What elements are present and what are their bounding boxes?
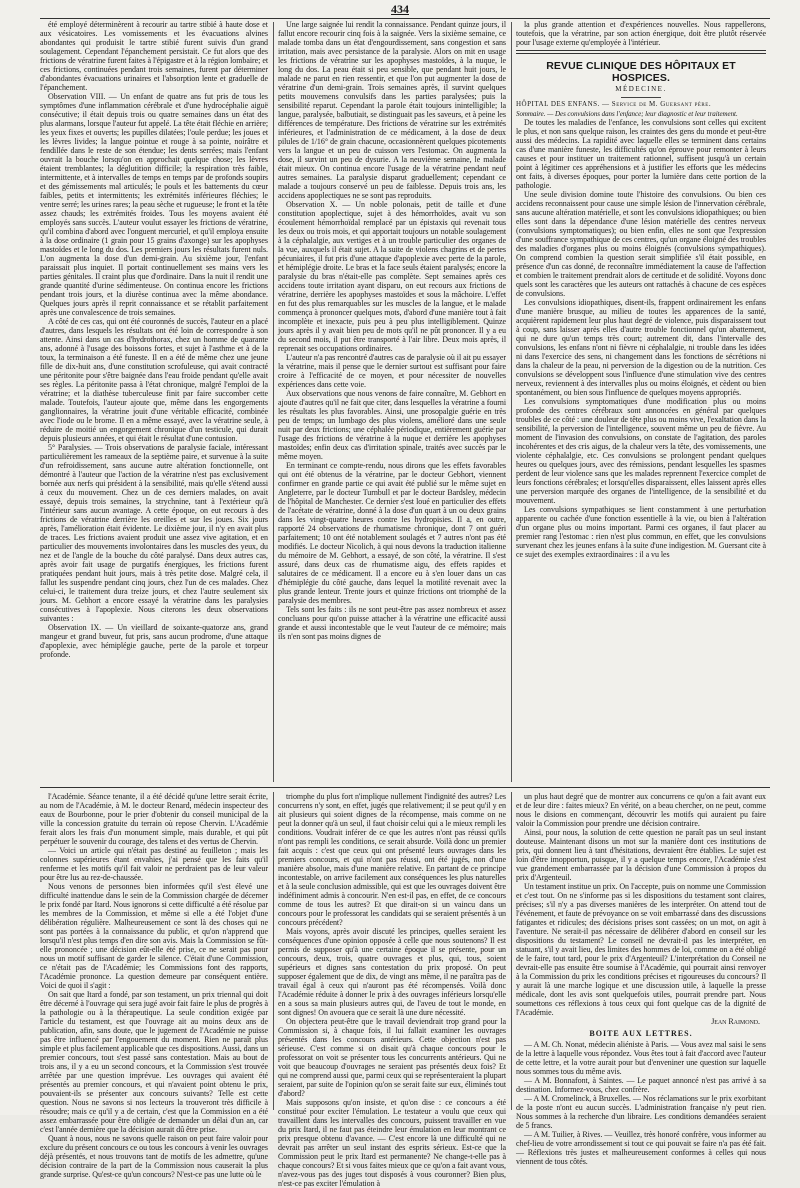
column-divider [511,22,512,782]
paragraph: Aux observations que nous venons de faire connaître, M. Gebhort en ajoute d'autres qu'il ne fait que citer, dans lesquelles la vératrine a fourni les résultats les plus favorables. Ainsi, une prosopalgie guérie en très peu de temps; un lumbago des plus violens, amélioré dans une seule nuit par deux frictions; une céphalée périodique, entièrement guérie par l'usage des frictions de vératrine à la nuque et derrière les apophyses mastoïdes; enfin deux cas d'irritation spinale, traités avec succès par le même moyen. [278,389,506,461]
paragraph: Une seule division domine toute l'histoire des convulsions. Ou bien ces accidens reconnaissent pour cause une simple lésion de l'innervation cérébrale, sans aucune altération matérielle, et sont les convulsions idiopathiques; ou bien elles sont dans la dépendance d'une lésion matérielle des centres nerveux (convulsions symptomatiques); ou bien enfin, elles ne sont que l'expression d'une souffrance sympathique de ces centres, qu'un organe éloigné des troubles des maladies d'organes plus ou moins éloignés (convulsions sympathiques). On comprend combien la question serait simplifiée s'il était possible, en présence d'un cas donné, de reconnaître immédiatement la cause de l'affection et combien le traitement prendrait alors de certitude et de solidité. Voyons donc quels sont les caractères que les auteurs ont rattachés à chacune de ces espèces de convulsions. [516,190,766,298]
section-rule [516,50,766,54]
paragraph: Ainsi, pour nous, la solution de cette question ne paraît pas un seul instant douteuse. Maintenant disons un mot sur la manière dont ces institutions de prix, qui donnent lieu à tant d'hésitations, devraient être établies. Le sujet est loin d'être imopportun, puisque, il y a quelque temps encore, l'Académie s'est vue grandement embarrassée par la décision d'une Commission à propos du prix d'Argenteuil. [516,828,766,882]
paragraph: En terminant ce compte-rendu, nous dirons que les effets favorables qui ont été obtenus de la vératrine, par le docteur Gebhort, viennent confirmer en grande partie ce qui avait été publié sur le même sujet en Angleterre, par le docteur Turnbull et par le docteur Bardsley, médecin de l'hôpital de Manchester. Ce dernier s'est loué en particulier des effets de l'acétate de vératrine, donné à la dose d'un quart à un ou deux grains dans les vingt-quatre heures contre les hydropisies. Il a, en outre, rapporté 24 observations de rhumatisme chronique, dont 7 ont guéri parfaitement; 10 ont été notablement soulagés et 7 autres n'ont pas été modifiés. Le docteur Nicolich, à qui nous devons la traduction italienne du mémoire de M. Gebhort, a essayé, de son côté, la vératrine. Il s'est assuré, dans deux cas de rhumatisme aigu, des effets rapides et salutaires de ce médicament. Il a encore eu à s'en louer dans un cas d'hémiplégie du côté gauche, dans lequel la motilité revenait avec la plus grande lenteur. Trente jours et quinze frictions ont triomphé de la paralysie des membres. [278,461,506,605]
page-number: 434 [391,2,409,16]
paragraph: Les convulsions idiopathiques, disent-ils, frappent ordinairement les enfans d'une manière brusque, au milieu de toutes les apparences de la santé, acquièrent rapidement leur plus haut degré de violence, puis disparaissent tout à coup, sans laisser après elles d'autre trouble fonctionnel qu'un abattement, qui ne dure qu'un temps très court; autrement dit, dans l'intervalle des convulsions, les enfans n'ont ni fièvre ni céphalalgie, ni trouble dans les idées ni dans l'exercice des sens, ni changement dans les fonctions de sécrétions ni dans la chaleur de la peau, ni perversion de la digestion ou de la nutrition. Ces convulsions se développent sous l'influence d'une stimulation vive des centres nerveux, reviennent à des intervalles plus ou moins éloignés, et cèdent ou bien spontanément, ou bien sous l'influence de quelques moyens appropriés. [516,298,766,397]
paragraph: On objectera peut-être que le travail deviendrait trop grand pour la Commission si, à chaque fois, il lui fallait examiner les ouvrages présentés dans les concours antérieurs. Cette objection n'est pas sérieuse. C'est comme si on disait qu'à chaque concours pour le professorat on voit se présenter tous les concurrents antérieurs. Qui ne voit que beaucoup d'ouvrages ne seraient pas présentés deux fois? Et qui ne comprend aussi que, parmi ceux qui se représenteraient la plupart seraient, par suite de l'opinion qu'on se serait faite sur eux, éliminés tout d'abord? [278,1017,506,1098]
paragraph: Les convulsions symptomatiques d'une modification plus ou moins profonde des centres cérébraux sont annoncées en général par quelques troubles de ce côté : une douleur de tête plus ou moins vive, l'exaltation dans la sensibilité, la perversion de l'intelligence, souvent même un peu de fièvre. Au moment de l'invasion des convulsions, on constate de l'agitation, des paroles incohérentes et des cris aigus, de la chaleur vers la tête, des vomissements, une violente céphalalgie, etc. Ces convulsions se prolongent pendant quelques heures ou quelques jours, avec des rémissions, pendant lesquelles les spasmes perdent de leur violence sans que les malades reprennent l'exercice complet de leurs fonctions cérébrales; et lorsqu'elles disparaissent, elles laissent après elles une perversion marquée des organes de l'intelligence, de la sensibilité et du mouvement. [516,397,766,505]
paragraph: l'Académie. Séance tenante, il a été décidé qu'une lettre serait écrite, au nom de l'Académie, à M. le docteur Renard, médecin inspecteur des eaux de Bourbonne, pour le prier d'obtenir du conseil municipal de la ville la concession gratuite du terrain où repose Chervin. L'Académie ferait alors les frais d'un monument simple, mais durable, et qui pût perpétuer le souvenir du courage, des talens et des vertus de Chervin. [40,792,268,846]
paragraph: triomphe du plus fort n'implique nullement l'indignité des autres? Les concurrens n'y sont, en effet, jugés que relativement; il se peut qu'il y en ait plusieurs qui soient dignes de la récompense, mais comme on ne peut la donner qu'à un seul, il faut choisir celui qui a le mieux rempli les conditions. Voudrait inférer de ce que les autres n'ont pas réussi qu'ils n'ont pas rempli les conditions, ce serait absurde. Voilà donc un premier fait acquis : c'est que ceux qui ont présenté leurs ouvrages dans les premiers concours, et qui n'ont pas réussi, ont été jugés, non d'une manière absolue, mais d'une manière relative. En partant de ce principe incontestable, on arrive facilement aux conséquences les plus naturelles et à la seule conclusion admissible, qui est que les ouvrages doivent être indéfiniment admis à concourir. N'en est-il pas, en effet, de ce concours comme de tous les autres? Et que dirait-on si un vaincu dans un concours pour le professorat les candidats qui se seraient présentés à un concours précédent? [278,792,506,927]
paragraph: Observation IX. — Un vieillard de soixante-quatorze ans, grand mangeur et grand buveur, fut pris, sans aucun prodrome, d'une attaque d'apoplexie, avec hémiplégie gauche, perte de la parole et torpeur profonde. [40,623,268,659]
paragraph: Quant à nous, nous ne savons quelle raison on peut faire valoir pour exclure du présent concours ce ou tous les concours à venir les ouvrages déjà présentés, et nous trouvons tant de motifs de les admettre, qu'une décision contraire de la part de la Commission nous causerait la plus grande surprise. Qu'est-ce qu'un concours? N'est-ce pas une lutte où le [40,1134,268,1179]
column-divider [511,792,512,1110]
paragraph: été employé déterminèrent à recourir au tartre stibié à haute dose et aux vésicatoires. Les vomissements et les évacuations alvines abondantes qui produisit le tartre stibié furent suivis d'un grand soulagement. Cependant l'épanchement persistait. Ce fut alors que des frictions de vératrine furent faites à l'épigastre et à la région lombaire; et ces frictions, continuées pendant trois semaines, furent par déterminer d'abondantes évacuations urinaires et l'absorption lente et graduelle de l'épanchement. [40,20,268,92]
column-5 [278,792,506,1188]
boite-aux-lettres-title: BOITE AUX LETTRES. [589,1029,693,1038]
paragraph: Nous venons de personnes bien informées qu'il s'est élevé une difficulté inattendue dans le sein de la Commission chargée de décerner le prix fondé par Itard. Nous ignorons si cette difficulté a été résolue par les membres de la Commission, et même si elle a été l'objet d'une délibération régulière. Malheureusement ce sont là des choses qui ne sont pas portées à la connaissance du public, et qu'on n'apprend que lorsqu'il n'est plus temps d'en dire son avis. Mais la Commission se fût-elle prononcée ; une décision eût-elle été prise, ce ne serait pas pour nous un motif suffisant de garder le silence. C'était d'une Commission, ce n'était pas de l'Académie; les Commissions font des rapports, l'Académie prononce. La question demeure par conséquent entière. Voici de quoi il s'agit : [40,882,268,990]
column-divider [273,792,274,1110]
feuilleton-rule [40,787,770,788]
column-6 [516,792,766,1166]
paragraph: Observation VIII. — Un enfant de quatre ans fut pris de tous les symptômes d'une inflammation cérébrale et d'une hydrocéphalie aiguë consécutive; il était depuis trois ou quatre semaines dans un état des plus alarmans, lorsque l'auteur fut appelé. La tête était fléchie en arrière; les yeux fixes et ouverts; les pupilles dilatées; l'oule perdue; les joues et les lèvres livides; la langue pointue et rouge à sa pointe, noirâtre et fendillée dans le reste de son étendue; les dents serrées; mais l'enfant ouvrait la bouche lorsqu'on en approchait quelque chose; les lèvres étaient tremblantes; la déglutition difficile; la respiration très faible, intermittente, et à intervalles de temps en temps par de profonds soupirs et des gémissements mal articulés; le pouls et les battements du cœur faibles, petits et intermittents; les extrémités inférieures fléchies; le ventre serré; les urines rares; la peau sèche et rugueuse; le front et la tête assez chauds; les extrémités froides. Tous les moyens avaient été employés sans succès. L'auteur voulut essayer les frictions de vératrine, qu'il combina d'abord avec l'onguent mercuriel, et qu'il employa ensuite à la dose ordinaire (1 grain pour 15 grains d'axonge) sur les apophyses mastoïdes et le long du dos. Les premiers jours les résultats furent nuls. L'on augmenta la dose d'un demi-grain. Au sixième jour, l'enfant paraissait plus inquiet. Il portait continuellement ses mains vers les parties génitales. Il craint plus que d'ordinaire. Dans la nuit il rendit une grande quantité d'urine sédimenteuse. On continua encore les frictions pendant trois jours, et la diurèse continua avec la même abondance. Quelques jours après il reprit connaissance et se rétablit parfaitement après une convalescence de trois semaines. [40,92,268,317]
paragraph: Une large saignée lui rendit la connaissance. Pendant quinze jours, il fallut encore recourir cinq fois à la saignée. Vers la sixième semaine, ce malade tomba dans un état d'engourdissement, sans congestion et sans irritation, mais avec persistance de la paralysie. Alors on mit en usage les frictions de vératrine sur les apophyses mastoïdes, à la nuque, le long du dos. La peau était si peu sensible, que pendant huit jours, le malade ne parut en rien ressentir, et que l'on put augmenter la dose de vératrine d'un demi-grain. Trois semaines après, il survint quelques petits mouvemens convulsifs dans les parties paralysées; puis la sensibilité reparut. Cependant la parole était toujours inintelligible; la langue, paralysée, balbutiait, se distinguait pas les saveurs, et à peine les différences de température. Des frictions de vératrine sur les extrémités inférieures, et l'administration de ce médicament, à la dose de deux pilules de 1/16° de grain chacune, occasionnèrent quelques picotements vers la langue et un peu de cuisson vers l'estomac. On augmenta la dose, il survint un peu de dysurie. A la neuvième semaine, le malade était mieux. On continua encore l'usage de la vératrine pendant neuf autres semaines. La paralysie disparut graduellement; cependant ce malade a toujours conservé un peu de faiblesse. Depuis trois ans, les accidens apoplectiques ne se sont pas reproduits. [278,20,506,200]
paragraph: Tels sont les faits : ils ne sont peut-être pas assez nombreux et assez concluans pour qu'on puisse attacher à la vératrine une efficacité aussi grande et aussi incontestable que le veut l'auteur de ce mémoire; mais ils n'en sont pas moins dignes de [278,605,506,641]
column-3 [516,20,766,784]
column-1 [40,20,268,784]
letter-item: — A M. Ch. Nonat, médecin aliéniste à Paris. — Vous avez mal saisi le sens de la lettre à laquelle vous répondez. Vous êtes tout à fait d'accord avec l'auteur de cette lettre, et la votre aurait pour but d'enveniner une question sur laquelle nous sommes tous du même avis. [516,1040,766,1076]
paragraph: On sait que Itard a fondé, par son testament, un prix triennal qui doit être décerné à l'ouvrage qui sera jugé avoir fait faire le plus de progrès à la pathologie ou à la thérapeutique. La seule condition exigée par l'article du testament, est que l'ouvrage ait au moins deux ans de publication, afin, sans doute, que le jugement de l'Académie ne puisse pas être influencé par l'engouement du moment. Rien ne paraît plus simple et plus facilement applicable que ces dispositions. Aussi, dans un premier concours, tout s'est passé sans contestation. Mais au bout de trois ans, il y a eu un second concours, et la Commission s'est trouvée arrêtée par une question imprévue. Les ouvrages qui avaient été présentés au premier concours, et qui n'avaient point obtenu le prix, pouvaient-ils se présenter aux concours suivants? Telle est cette question. Nous ne savons si nos lecteurs la trouveront très difficile à résoudre; mais ce qu'il y a de certain, c'est que la Commission en a été assez embarrassée pour être obligée de demander un délai d'un an, car c'est l'année dernière que la décision aurait dû être prise. [40,990,268,1134]
signature: Jean Raimond. [711,1017,760,1026]
review-title: REVUE CLINIQUE DES HÔPITAUX ET HOSPICES. [546,60,736,84]
letter-item: — A M. Bonnafont, à Saintes. — Le paquet annoncé n'est pas arrivé à sa destination. Informez-vous, chez confrère. [516,1076,766,1094]
review-subtitle: MÉDECINE. [615,85,667,93]
paragraph: 5° Paralysies. — Trois observations de paralysie faciale, intéressant particulièrement les rameaux de la septième paire, et survenue à la suite d'un refroidissement, sans aucune autre altération fonctionnelle, ont démontré à l'auteur que l'action de la vératrine n'est pas exclusivement bornée aux nerfs qui président à la sensibilité, mais qu'elle s'étend aussi à ceux du mouvement. Chez un de ces derniers malades, on avait essayé, depuis trois semaines, la strychnine, tant à l'extérieur qu'à l'intérieur sans aucun avantage. A cette époque, on eut recours à des frictions de vératrine derrière les oreilles et sur les joues. Six jours après, l'amélioration était évidente. Le dixième jour, il n'y en avait plus de traces. Les frictions avaient produit une assez vive agitation, et en particulier des mouvements involontaires dans les muscles des yeux, du nez et de l'angle de la bouche du côté paralysé. Dans deux autres cas, après avoir fait usage de purgatifs énergiques, les frictions furent pratiquées pendant huit jours, mais à très petite dose. Malgré cela, il fallut les suspendre pendant cinq jours, chez l'un de ces malades. Chez celui-ci, le traitement dura treize jours, et chez l'autre seulement six jours. M. Gebhort a encore essayé la vératrine dans les paralysies consécutives à l'apoplexie. Nous citerons les deux observations suivantes : [40,443,268,623]
paragraph: De toutes les maladies de l'enfance, les convulsions sont celles qui excitent le plus, et non sans quelque raison, les craintes des gens du monde et peut-être aussi des médecins. La rapidité avec laquelle elles se terminent dans certains cas d'une manière funeste, les difficultés qu'on éprouve pour remonter à leurs causes et pour instituer un traitement rationnel, suffisent jusqu'à un certain point à légitimer ces appréhensions et à justifier les efforts que les médecins ont faits, à diverses époques, pour porter la lumière dans cette portion de la pathologie. [516,118,766,190]
paragraph: Un testament institue un prix. On l'accepte, puis on nomme une Commission et c'est tout. On ne s'informe pas si les dispositions du testament sont claires, précises; s'il n'y a pas diverses manières de les interpréter. On attend tout de l'événement, et faute de prévoyance on se voit embarrassé dans des discussions fatigantes et ridicules; des décisions prises sont cassées; on un mot, on agit à l'aventure. Ne serait-il pas nécessaire de délibérer d'abord en conseil sur les dispositions du testament? Le conseil ne devrait-il pas les interpréter, en statuant, s'il y avait lieu, des limites des hommes de loi, comme on a été obligé de le faire, tout tard, pour le prix d'Argenteuil? L'interprétation du Conseil ne devrait-elle pas ensuite être soumise à l'Académie, qui pourrait ainsi renvoyer à la Commission du prix les conditions précises et rigoureuses du concours? Il y aurait là une marche logique et une discussion utile, à laquelle la presse médicale, dont les avis sont quelquefois utiles, pourrait prendre part. Nous soumettons ces réflexions à tous ceux qui font quelque cas de la dignité de l'Académie. [516,882,766,1017]
letter-item: — A M. Tuilier, à Rives. — Veuillez, très honoré confrère, vous informer au chef-lieu de votre arrondissement si tout ce qui pouvait se faire n'a pas été fait. — Réflexions très justes et malheureusement conformes à celles qui nous viennent de tous côtés. [516,1130,766,1166]
column-divider [273,22,274,782]
review-summary: Sommaire. — Des convulsions dans l'enfance; leur diagnostic et leur traitement. [516,110,738,118]
paragraph: un plus haut degré que de montrer aux concurrens ce qu'on a fait avant eux et de leur dire : faites mieux? En vérité, on a beau chercher, on ne peut, comme nous le disions en commençant, découvrir les motifs qui auraient pu faire valoir la Commission pour prendre une décision contraire. [516,792,766,828]
column-4 [40,792,268,1179]
column-2 [278,20,506,784]
small-rule [621,97,661,98]
paragraph: L'auteur n'a pas rencontré d'autres cas de paralysie où il ait pu essayer la vératrine, mais il pense que le dernier surtout est suffisant pour faire croire à l'efficacité de ce moyen, et pour nécessiter de nouvelles expériences dans cette voie. [278,353,506,389]
paragraph: — Voici un article qui n'était pas destiné au feuilleton ; mais les colonnes supérieures étant envahies, j'ai pensé que les faits qu'il renferme et les motifs qu'il fait valoir ne perdraient pas de leur valeur pour être lus au rez-de-chaussée. [40,846,268,882]
header-rule [40,18,770,19]
paragraph: la plus grande attention et d'expériences nouvelles. Nous rappellerons, toutefois, que la vératrine, par son action énergique, doit être plutôt réservée pour l'usage externe qu'employée à l'intérieur. [516,20,766,47]
paragraph: Mais supposons qu'on insiste, et qu'on dise : ce concours a été constitué pour exciter l'émulation. Le testateur a voulu que ceux qui travaillent dans les intervalles des concours, puissent travailler en vue du prix Itard, il ne faut pas éteindre leur émulation en leur montrant ce prix presque obtenu d'avance. — C'est encore là une difficulté qui ne devrait pas arrêter un seul instant des esprits sérieux. Est-ce que la Commission peut le prix Itard est permanente? Ne change-t-elle pas à chaque concours? Et si vous faites mieux que ce qu'on a fait avant vous, n'avez-vous pas des juges tout disposés à vous couronner? Bien plus, n'est-ce pas exciter l'émulation à [278,1098,506,1188]
paragraph: Observation X. — Un noble polonais, petit de taille et d'une constitution apoplectique, sujet à des hémorrhoïdes, avait vu son écoulement hémorrhoïdal remplacé par un épistaxis qui revenait tous les deux ou trois mois, et qui apportait toujours un notable soulagement à la céphalalgie, aux vertiges et à un trouble particulier des organes de la vue, auxquels il était sujet. A la suite de violens chagrins et de pertes pécuniaires, il fut pris d'une attaque d'apoplexie avec perte de la parole, et hémiplégie droite. Le bras et la face seuls étaient paralysés; encore la paralysie du bras n'était-elle pas complète. Sept semaines après ces accidens toute irritation ayant disparu, on eut recours aux frictions de vératrine, derrière les apophyses mastoïdes et sous la mâchoire. L'effet en fut des plus remarquables sur les muscles de la langue, et le malade commença à prononcer quelques mots, d'abord d'une manière tout à fait incomplète et inexacte, puis peu à peu plus intelligiblement. Quinze jours après il y avait bien peu de mots qu'il ne pût prononcer. Il y a eu du second mois, il put être transporté à l'air libre. Deux mois après, il reprenait ses occupations ordinaires. [278,200,506,353]
paragraph: Les convulsions sympathiques se lient constamment à une perturbation apparente ou cachée d'une fonction essentielle à la vie, ou bien à l'altération d'un organe plus ou moins important. Parmi ces organes, il faut placer au premier rang l'estomac : rien n'est plus commun, en effet, que les convulsions survenant chez les jeunes enfans à la suite d'une indigestion. M. Guersant cite à ce sujet des exemples extraordinaires : il a vu les [516,505,766,559]
paragraph: A côté de ces cas, qui ont été couronnés de succès, l'auteur en a placé d'autres, dans lesquels les résultats ont été loin de correspondre à son attente. Ainsi dans un cas d'hydrothorax, chez un homme de quarante ans, adonné à l'usage des boissons fortes, et sujet à l'asthme et à de la toux, la terminaison a été funeste. Il en a été de même chez une jeune fille de dix-huit ans, d'une constitution scrofuleuse, qui avait contracté une péritonite pour s'être baignée dans l'eau froide pendant qu'elle avait ses règles. La péritonite passa à l'état chronique, malgré l'emploi de la vératrine; et la diathèse tuberculeuse finit par faire succomber cette malade. Toutefois, l'auteur ajoute que, même dans les engorgements ganglionnaires, la vératrine jouit d'une véritable efficacité, combinée avec l'iode ou le brome. Il en a même essayé, avec la vératrine seule, à réduire de moitié un engorgement chronique d'un testicule, qui durait depuis plusieurs années, et qui était le résultat d'une contusion. [40,317,268,443]
review-hospital: HÔPITAL DES ENFANS. — Service de M. Guersant père. [516,100,712,108]
letter-item: — A M. Cromelinck, à Bruxelles. — Nos réclamations sur le prix exorbitant de la poste n'ont eu aucun succès. L'administration française n'y peut rien. Nous sommes à la recherche d'un libraire. Les conditions demandées seraient de 5 francs. [516,1094,766,1130]
paragraph: Mais voyons, après avoir discuté les principes, quelles seraient les conséquences d'une opinion opposée à celle que nous soutenons? Il est permis de supposer qu'à une certaine époque il se présente, pour un concours, deux, trois, quatre ouvrages et plus, qui, tous, soient supérieurs et dignes sans contestation du prix proposé. On peut supposer également que de dix, de vingt ans même, il ne paraîtra pas de travail égal à ceux qui n'auront pas été récompensés. Voilà donc l'Académie réduite à donner le prix à des ouvrages inférieurs lorsqu'elle en a sous sa main plusieurs autres qui, de l'aveu de tout le monde, en sont dignes! On avouera que ce serait là une dure nécessité. [278,927,506,1017]
